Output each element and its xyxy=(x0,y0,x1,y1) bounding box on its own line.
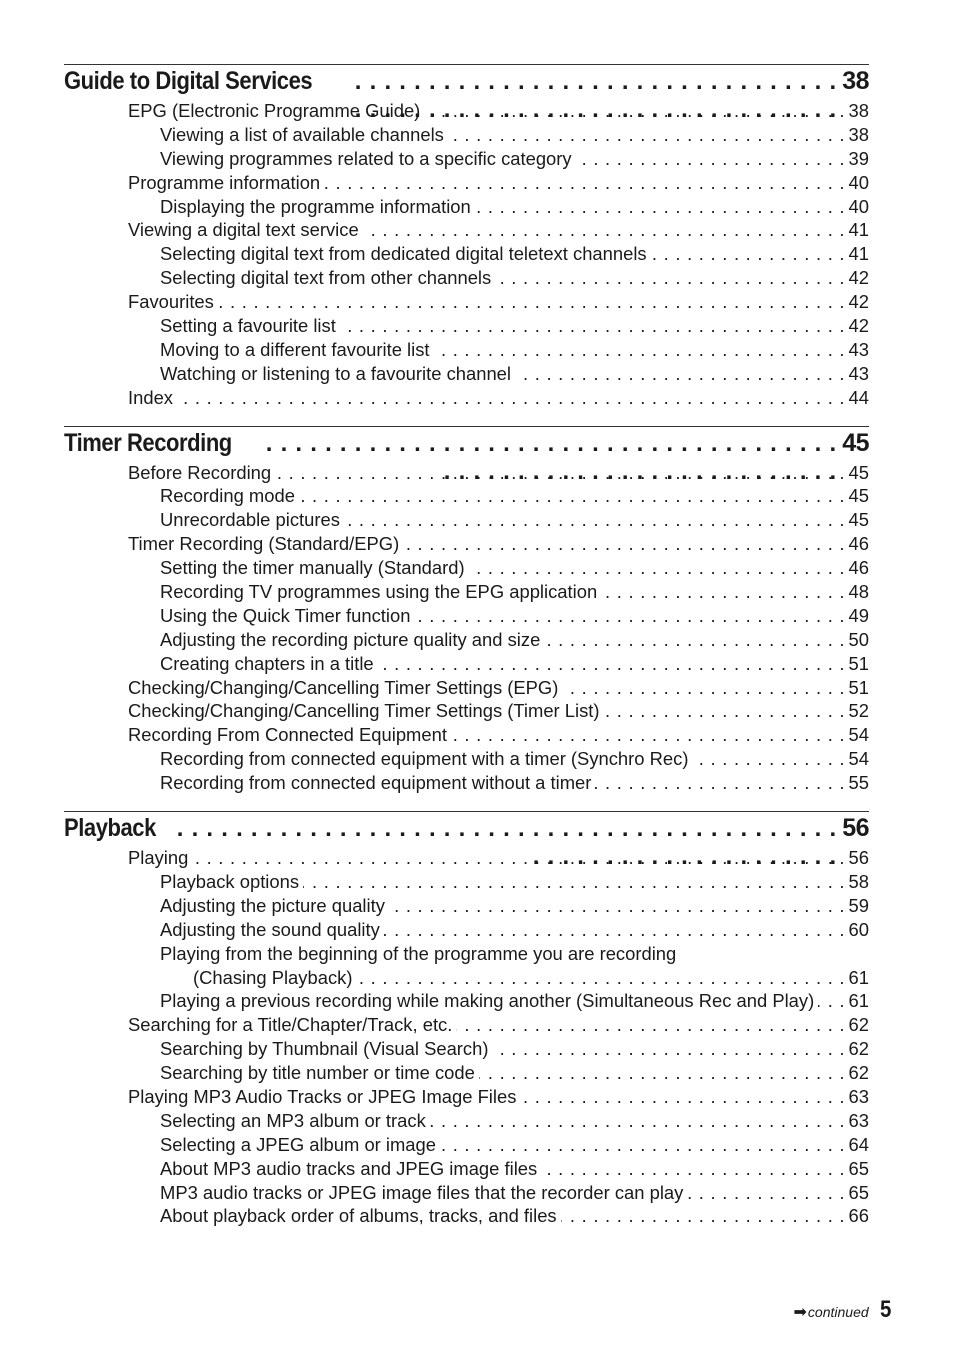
toc-entry-page-number: 46 xyxy=(848,557,869,579)
section-page-number: 45 xyxy=(842,428,869,457)
toc-entry-label: Playing from the beginning of the programme you are recording xyxy=(160,942,677,964)
dot-leader xyxy=(456,1013,844,1037)
toc-entry[interactable] xyxy=(64,242,869,266)
dot-leader xyxy=(275,461,844,485)
section-page-number: 56 xyxy=(842,814,869,843)
toc-entry-label: Watching or listening to a favourite channel xyxy=(160,362,511,384)
toc-entry-page-number: 45 xyxy=(848,509,869,531)
dot-leader xyxy=(384,918,845,942)
toc-entry-page-number: 46 xyxy=(848,533,869,555)
toc-entry-label: Selecting a JPEG album or image xyxy=(160,1133,436,1155)
dot-leader xyxy=(562,676,844,700)
toc-entry[interactable] xyxy=(64,99,869,123)
toc-entry-page-number: 65 xyxy=(848,1181,869,1203)
dot-leader xyxy=(651,242,845,266)
toc-entry[interactable] xyxy=(64,699,869,723)
toc-entry-page-number: 45 xyxy=(848,461,869,483)
toc-entry-label: Recording from connected equipment without a timer xyxy=(160,772,592,794)
section-title: Guide to Digital Services xyxy=(64,67,313,95)
toc-entry-label: Selecting an MP3 album or track xyxy=(160,1109,426,1131)
toc-entry[interactable] xyxy=(64,123,869,147)
toc-entry-label: Adjusting the recording picture quality and size xyxy=(160,628,541,650)
dot-leader xyxy=(692,747,844,771)
toc-entry[interactable] xyxy=(64,362,869,386)
toc-entry-label: EPG (Electronic Programme Guide) xyxy=(128,100,421,121)
toc-entry-label: Unrecordable pictures xyxy=(160,509,340,531)
dot-leader xyxy=(340,314,845,338)
toc-entry[interactable] xyxy=(64,1085,869,1109)
dot-leader xyxy=(303,870,844,894)
toc-entry[interactable] xyxy=(64,652,869,676)
toc-entry-label: Moving to a different favourite list xyxy=(160,338,430,360)
toc-entry-label: Selecting digital text from dedicated digital teletext channels xyxy=(160,243,647,265)
toc-entry[interactable] xyxy=(64,195,869,219)
toc-entry[interactable] xyxy=(64,771,869,795)
toc-entry[interactable] xyxy=(64,338,869,362)
toc-entry-page-number: 45 xyxy=(848,485,869,507)
toc-entry-page-number: 51 xyxy=(848,652,869,674)
dot-leader xyxy=(492,1037,844,1061)
dot-leader xyxy=(389,894,845,918)
toc-entry[interactable] xyxy=(64,1013,869,1037)
toc-entry-page-number: 66 xyxy=(848,1205,869,1227)
dot-leader xyxy=(601,580,844,604)
toc-entry[interactable] xyxy=(64,1181,869,1205)
dot-leader xyxy=(414,604,844,628)
toc-entry[interactable] xyxy=(64,676,869,700)
toc-section-playback xyxy=(64,811,869,1228)
toc-entry-page-number: 41 xyxy=(848,219,869,241)
toc-entry-label: Playing MP3 Audio Tracks or JPEG Image Files xyxy=(128,1085,517,1107)
continued-label: continued xyxy=(807,1304,869,1320)
toc-entry-page-number: 43 xyxy=(848,362,869,384)
toc-entry[interactable] xyxy=(64,508,869,532)
toc-entry-label: Creating chapters in a title xyxy=(160,652,374,674)
dot-leader xyxy=(451,723,845,747)
dot-leader xyxy=(430,1109,845,1133)
toc-entry-label: Checking/Changing/Cancelling Timer Settings (Timer List) xyxy=(128,700,600,722)
toc-entry[interactable] xyxy=(64,532,869,556)
toc-entry-label: About MP3 audio tracks and JPEG image files xyxy=(160,1157,538,1179)
dot-leader xyxy=(469,556,845,580)
page-number: 5 xyxy=(879,1296,891,1323)
toc-entry[interactable] xyxy=(64,628,869,652)
toc-entry-page-number: 40 xyxy=(848,171,869,193)
toc-entry[interactable] xyxy=(64,314,869,338)
toc-entry-page-number: 63 xyxy=(848,1109,869,1131)
toc-entry-page-number: 42 xyxy=(848,267,869,289)
section-heading[interactable] xyxy=(64,65,869,99)
toc-entry-page-number: 62 xyxy=(848,1014,869,1036)
toc-entry[interactable] xyxy=(64,1037,869,1061)
dot-leader xyxy=(818,989,844,1013)
toc-entry-page-number: 54 xyxy=(848,724,869,746)
toc-entry-label: Selecting digital text from other channels xyxy=(160,267,492,289)
toc-entry-label: Using the Quick Timer function xyxy=(160,604,411,626)
toc-entry-page-number: 64 xyxy=(848,1133,869,1155)
toc-entry-label: Timer Recording (Standard/EPG) xyxy=(128,533,400,555)
dot-leader xyxy=(448,123,845,147)
toc-entry[interactable] xyxy=(64,218,869,242)
toc-entry[interactable] xyxy=(64,556,869,580)
toc-entry-page-number: 39 xyxy=(848,147,869,169)
toc-entry[interactable] xyxy=(64,918,869,942)
toc-entry-page-number: 43 xyxy=(848,338,869,360)
dot-leader xyxy=(576,147,845,171)
toc-entry-label: Playing a previous recording while making another (Simultaneous Rec and Play) xyxy=(160,990,815,1012)
dot-leader xyxy=(440,1133,845,1157)
toc-entry-label: Viewing programmes related to a specific category xyxy=(160,147,572,169)
toc-entry-page-number: 62 xyxy=(848,1062,869,1084)
toc-entry-page-number: 50 xyxy=(848,628,869,650)
toc-entry[interactable] xyxy=(64,580,869,604)
toc-entry-page-number: 65 xyxy=(848,1157,869,1179)
toc-entry-page-number: 58 xyxy=(848,870,869,892)
section-title: Timer Recording xyxy=(64,428,232,457)
toc-entry[interactable] xyxy=(64,1204,869,1228)
toc-entry[interactable] xyxy=(64,894,869,918)
dot-leader xyxy=(479,1061,845,1085)
section-heading[interactable] xyxy=(64,812,869,846)
toc-entry[interactable] xyxy=(64,942,869,966)
toc-entry-label: Programme information xyxy=(128,171,321,193)
toc-entry-label: MP3 audio tracks or JPEG image files that the recorder can play xyxy=(160,1181,684,1203)
toc-entry-label: Before Recording xyxy=(128,461,272,483)
dot-leader xyxy=(356,966,844,990)
dot-leader xyxy=(604,699,845,723)
toc-entry[interactable] xyxy=(64,1109,869,1133)
right-arrow-icon: ➡ xyxy=(793,1304,807,1321)
toc-entry-label: About playback order of albums, tracks, and files xyxy=(160,1205,557,1227)
toc-entry-page-number: 44 xyxy=(848,386,869,408)
toc-entry-page-number: 54 xyxy=(848,748,869,770)
dot-leader xyxy=(544,628,844,652)
toc-entry-label: Recording From Connected Equipment xyxy=(128,724,447,746)
toc-entry-page-number: 38 xyxy=(848,100,869,121)
toc-entry-label: Adjusting the picture quality xyxy=(160,894,385,916)
dot-leader xyxy=(561,1204,845,1228)
toc-entry-label: Checking/Changing/Cancelling Timer Settings (EPG) xyxy=(128,676,559,698)
toc-entry-page-number: 48 xyxy=(848,581,869,603)
dot-leader xyxy=(475,195,845,219)
dot-leader xyxy=(434,338,845,362)
toc-entry-page-number: 62 xyxy=(848,1038,869,1060)
toc-entry-label: Recording from connected equipment with a timer (Synchro Rec) xyxy=(160,748,689,770)
dot-leader xyxy=(378,652,845,676)
toc-section-timer-recording xyxy=(64,426,869,795)
dot-leader xyxy=(324,171,844,195)
toc-entry-label: Index xyxy=(128,386,173,408)
toc-entry-label: Searching by Thumbnail (Visual Search) xyxy=(160,1038,489,1060)
dot-leader xyxy=(177,386,845,410)
dot-leader xyxy=(218,290,845,314)
toc-entry[interactable] xyxy=(64,386,869,410)
toc-entry[interactable] xyxy=(64,1061,869,1085)
toc-entry-label: Playback options xyxy=(160,870,300,892)
toc-entry-label: Recording TV programmes using the EPG application xyxy=(160,581,598,603)
toc-entry-label: Setting the timer manually (Standard) xyxy=(160,557,465,579)
dot-leader xyxy=(541,1157,844,1181)
toc-entry[interactable] xyxy=(64,171,869,195)
toc-entry-page-number: 55 xyxy=(848,772,869,794)
section-title: Playback xyxy=(64,814,156,843)
toc-entry-page-number: 42 xyxy=(848,315,869,337)
toc-entry-label: Adjusting the sound quality xyxy=(160,918,380,940)
section-heading[interactable] xyxy=(64,427,869,461)
toc-entry[interactable] xyxy=(64,290,869,314)
toc-entry-page-number: 38 xyxy=(848,123,869,145)
toc-entry-page-number: 52 xyxy=(848,700,869,722)
toc-entry[interactable] xyxy=(64,266,869,290)
toc-entry-page-number: 49 xyxy=(848,604,869,626)
dot-leader xyxy=(595,771,844,795)
dot-leader xyxy=(403,532,844,556)
dot-leader xyxy=(515,362,845,386)
table-of-contents xyxy=(64,64,869,1228)
toc-entry-label: Searching for a Title/Chapter/Track, etc. xyxy=(128,1014,453,1036)
toc-entry-label: Viewing a list of available channels xyxy=(160,123,444,145)
toc-entry[interactable] xyxy=(64,461,869,485)
toc-entry-page-number: 51 xyxy=(848,676,869,698)
toc-entry-label: Playing xyxy=(128,847,189,869)
dot-leader xyxy=(495,266,844,290)
toc-entry-label: Favourites xyxy=(128,291,214,313)
toc-entry-label: (Chasing Playback) xyxy=(193,966,353,988)
toc-entry[interactable] xyxy=(64,846,869,870)
toc-entry-page-number: 41 xyxy=(848,243,869,265)
toc-entry-page-number: 59 xyxy=(848,894,869,916)
toc-entry-label: Recording mode xyxy=(160,485,295,507)
toc-entry-page-number: 60 xyxy=(848,918,869,940)
page-footer xyxy=(794,1296,892,1324)
toc-entry[interactable] xyxy=(64,723,869,747)
toc-entry-page-number: 42 xyxy=(848,291,869,313)
toc-section-guide-to-digital-services xyxy=(64,64,869,410)
toc-entry[interactable] xyxy=(64,1157,869,1181)
toc-entry[interactable] xyxy=(64,147,869,171)
dot-leader xyxy=(363,218,845,242)
toc-entry-label: Viewing a digital text service xyxy=(128,219,359,241)
toc-entry-page-number: 63 xyxy=(848,1085,869,1107)
dot-leader xyxy=(344,508,845,532)
toc-entry[interactable] xyxy=(64,1133,869,1157)
dot-leader xyxy=(520,1085,844,1109)
dot-leader xyxy=(192,846,844,870)
toc-entry-label: Setting a favourite list xyxy=(160,315,336,337)
toc-entry[interactable] xyxy=(64,747,869,771)
toc-entry-page-number: 40 xyxy=(848,195,869,217)
continued-indicator xyxy=(794,1302,869,1322)
toc-entry[interactable] xyxy=(64,989,869,1013)
toc-entry[interactable] xyxy=(64,966,869,990)
toc-entry-page-number: 61 xyxy=(848,966,869,988)
dot-leader xyxy=(424,99,844,123)
toc-entry[interactable] xyxy=(64,870,869,894)
toc-entry[interactable] xyxy=(64,484,869,508)
toc-entry[interactable] xyxy=(64,604,869,628)
toc-entry-page-number: 61 xyxy=(848,990,869,1012)
toc-entry-label: Displaying the programme information xyxy=(160,195,471,217)
toc-entry-label: Searching by title number or time code xyxy=(160,1062,475,1084)
dot-leader xyxy=(687,1181,844,1205)
section-page-number: 38 xyxy=(842,67,869,95)
toc-entry-page-number: 56 xyxy=(848,847,869,869)
dot-leader xyxy=(299,484,845,508)
